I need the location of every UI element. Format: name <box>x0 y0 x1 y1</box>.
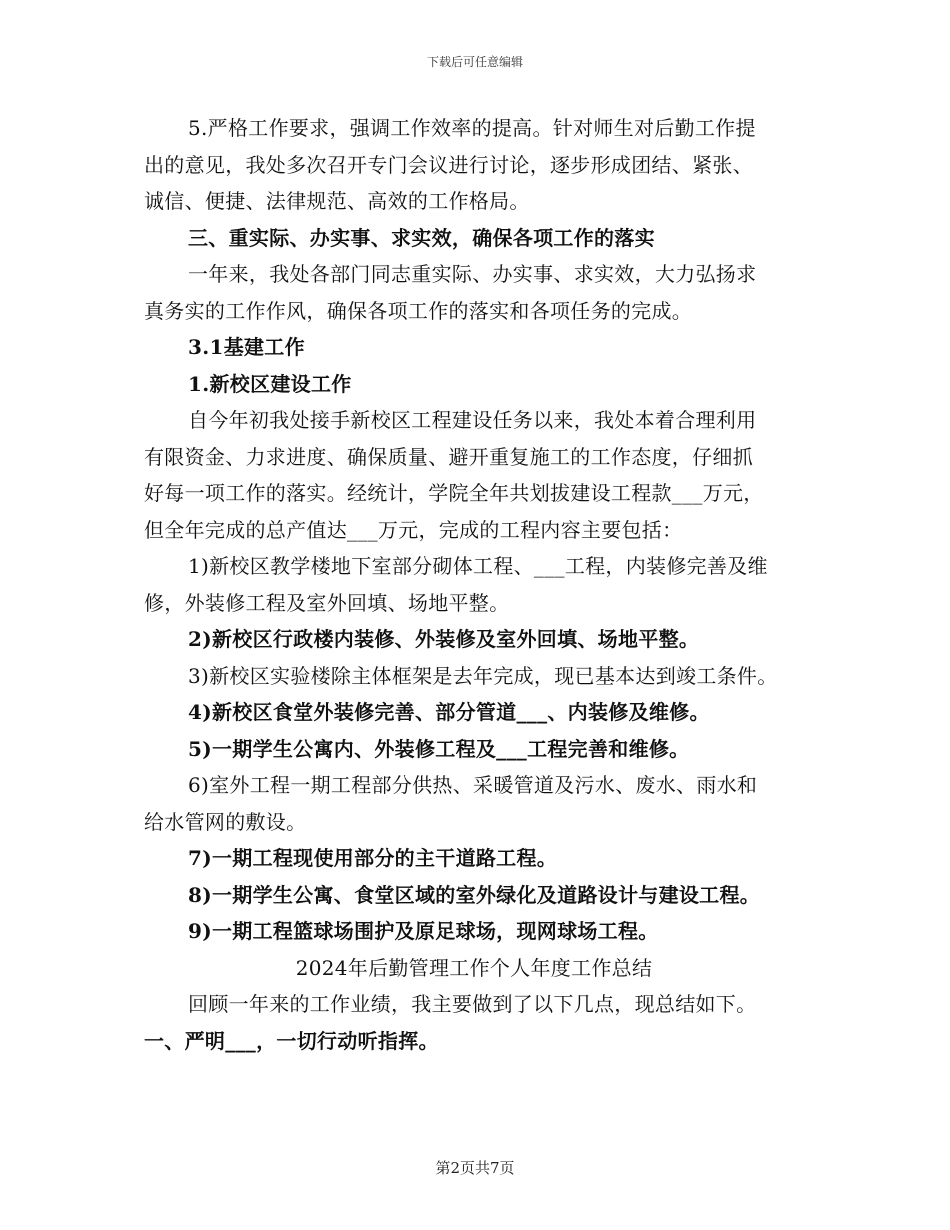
document-body <box>144 110 804 1059</box>
paragraph-line: 好每一项工作的落实。经统计，学院全年共划拔建设工程款___万元， <box>144 481 764 505</box>
paragraph-line: 诚信、便捷、法律规范、高效的工作格局。 <box>144 189 530 213</box>
paragraph-line: 自今年初我处接手新校区工程建设任务以来，我处本着合理利用 <box>188 408 757 432</box>
page-header: 下载后可任意编辑 <box>426 55 523 69</box>
paragraph-line: 真务实的工作作风，确保各项工作的落实和各项任务的完成。 <box>144 298 693 323</box>
paragraph-line: 7)一期工程现使用部分的主干道路工程。 <box>188 846 558 870</box>
paragraph-line: 但全年完成的总产值达___万元，完成的工程内容主要包括： <box>144 517 683 542</box>
paragraph-line: 8)一期学生公寓、食堂区域的室外绿化及道路设计与建设工程。 <box>188 882 761 907</box>
paragraph-line: 5.严格工作要求，强调工作效率的提高。针对师生对后勤工作提 <box>188 116 756 140</box>
paragraph-line: 一年来，我处各部门同志重实际、办实事、求实效，大力弘扬求 <box>188 262 757 286</box>
paragraph-line: 4)新校区食堂外装修完善、部分管道___、内装修及维修。 <box>188 700 710 724</box>
paragraph-line: 2)新校区行政楼内装修、外装修及室外回填、场地平整。 <box>188 627 700 651</box>
paragraph-line: 2024年后勤管理工作个人年度工作总结 <box>295 955 653 980</box>
paragraph-line: 给水管网的敷设。 <box>144 809 307 834</box>
paragraph-line: 5)一期学生公寓内、外装修工程及___工程完善和维修。 <box>188 736 690 761</box>
paragraph-line: 修，外装修工程及室外回填、场地平整。 <box>144 590 510 615</box>
paragraph-line: 一、严明___，一切行动听指挥。 <box>144 1028 439 1053</box>
paragraph-line: 1.新校区建设工作 <box>188 371 352 396</box>
paragraph-line: 3)新校区实验楼除主体框架是去年完成，现已基本达到竣工条件。 <box>188 663 778 688</box>
paragraph-line: 有限资金、力求进度、确保质量、避开重复施工的工作态度，仔细抓 <box>144 444 753 469</box>
paragraph-line: 1)新校区教学楼地下室部分砌体工程、___工程，内装修完善及维 <box>188 554 768 578</box>
paragraph-line: 3.1基建工作 <box>188 335 305 359</box>
paragraph-line: 回顾一年来的工作业绩，我主要做到了以下几点，现总结如下。 <box>188 992 757 1016</box>
page-footer: 第2页共7页 <box>435 1159 515 1177</box>
paragraph-line: 6)室外工程一期工程部分供热、采暖管道及污水、废水、雨水和 <box>188 773 758 797</box>
paragraph-line: 9)一期工程篮球场围护及原足球场，现网球场工程。 <box>188 919 659 943</box>
paragraph-line: 出的意见，我处多次召开专门会议进行讨论，逐步形成团结、紧张、 <box>144 152 753 177</box>
paragraph-line: 三、重实际、办实事、求实效，确保各项工作的落实 <box>188 225 655 250</box>
